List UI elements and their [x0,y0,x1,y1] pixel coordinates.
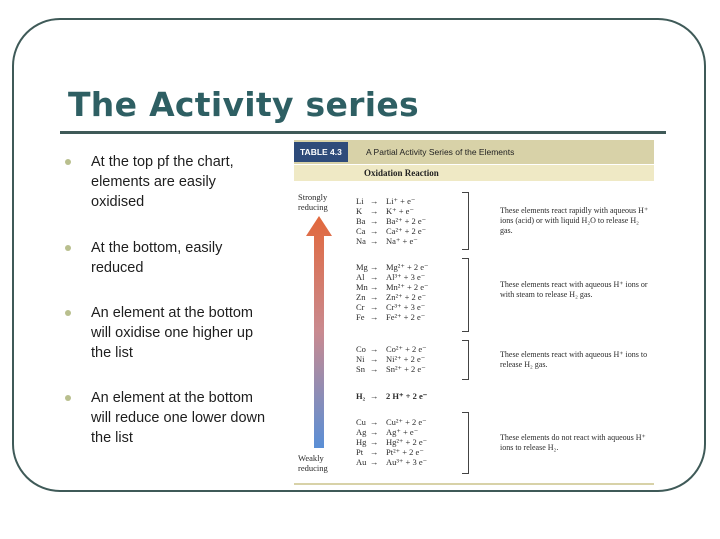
reaction-element: Pt [356,447,364,457]
table-title: A Partial Activity Series of the Elements [366,147,515,157]
reaction-row [356,417,476,427]
reaction-products: Na⁺ + e⁻ [386,236,418,246]
reaction-row [356,312,476,322]
title-divider [60,131,666,134]
reaction-element: Hg [356,437,367,447]
bullet-text: An element at the bottom will reduce one lower down the list [91,390,266,446]
reaction-products: Au³⁺ + 3 e⁻ [386,457,428,467]
reaction-row [356,216,476,226]
bullet-text: An element at the bottom will oxidise one higher up the list [91,305,254,361]
reaction-row [356,262,476,272]
reaction-products: Ba²⁺ + 2 e⁻ [386,216,427,226]
reaction-products: Co²⁺ + 2 e⁻ [386,344,427,354]
reaction-products: Hg²⁺ + 2 e⁻ [386,437,428,447]
bullet-item [65,388,266,448]
reaction-arrow-icon: → [370,206,379,216]
reducing-strength-arrow-icon [306,216,332,448]
bullet-dot-icon [65,245,71,251]
reaction-arrow-icon: → [370,282,379,292]
reaction-arrow-icon: → [370,292,379,302]
reaction-row [356,292,476,302]
reaction-products: Mn²⁺ + 2 e⁻ [386,282,429,292]
reaction-products: Ag⁺ + e⁻ [386,427,419,437]
reaction-element: Zn [356,292,366,302]
reaction-row [356,206,476,216]
reaction-element: Na [356,236,366,246]
activity-series-table [294,140,654,486]
reaction-element: Li [356,196,364,206]
reaction-arrow-icon: → [370,272,379,282]
table-header-bar [294,140,654,164]
reaction-element: Sn [356,364,365,374]
reaction-element: H₂ [356,391,366,401]
bullet-text: At the bottom, easily reduced [91,240,223,276]
bullet-dot-icon [65,159,71,165]
reaction-arrow-icon: → [370,312,379,322]
weakly-reducing-label: Weakly reducing [298,453,328,473]
reaction-row [356,196,476,206]
reaction-element: Al [356,272,365,282]
reaction-row [356,364,476,374]
bullet-item [65,238,266,278]
reaction-arrow-icon: → [370,427,379,437]
reaction-arrow-icon: → [370,417,379,427]
column-header: Oxidation Reaction [364,168,439,178]
reaction-arrow-icon: → [370,226,379,236]
reaction-products: Ca²⁺ + 2 e⁻ [386,226,427,236]
reaction-element: Cr [356,302,365,312]
reaction-arrow-icon: → [370,262,379,272]
bullet-dot-icon [65,395,71,401]
reaction-element: Au [356,457,367,467]
bullet-item [65,152,266,212]
table-number-label: TABLE 4.3 [294,142,348,162]
reaction-products: 2 H⁺ + 2 e⁻ [386,391,428,401]
reaction-arrow-icon: → [370,344,379,354]
reaction-products: Sn²⁺ + 2 e⁻ [386,364,426,374]
strongly-reducing-label: Strongly reducing [298,192,328,212]
bullet-dot-icon [65,310,71,316]
reaction-row [356,302,476,312]
reaction-row [356,457,476,467]
reaction-row [356,282,476,292]
reaction-products: Ni²⁺ + 2 e⁻ [386,354,426,364]
group-bracket [462,258,469,332]
reaction-arrow-icon: → [370,354,379,364]
reaction-row [356,391,476,401]
reaction-element: Ag [356,427,367,437]
group-description: These elements do not react with aqueous H⁺ ions to release H₂. [500,433,646,452]
bullet-text: At the top pf the chart, elements are easily oxidised [91,154,234,210]
reaction-arrow-icon: → [370,216,379,226]
reaction-element: Ba [356,216,366,226]
reaction-arrow-icon: → [370,457,379,467]
reaction-products: Li⁺ + e⁻ [386,196,416,206]
reaction-arrow-icon: → [370,437,379,447]
reaction-row [356,447,476,457]
reaction-element: Mg [356,262,368,272]
reaction-arrow-icon: → [370,364,379,374]
reaction-arrow-icon: → [370,447,379,457]
reaction-element: Ca [356,226,366,236]
group-description: These elements react with aqueous H⁺ ions or with steam to release H₂ gas. [500,280,648,299]
reaction-row [356,226,476,236]
bullet-item [65,303,266,363]
reaction-products: Fe²⁺ + 2 e⁻ [386,312,426,322]
reaction-row [356,236,476,246]
reaction-arrow-icon: → [370,302,379,312]
reaction-element: Ni [356,354,365,364]
table-bottom-rule [294,483,654,485]
reaction-element: Cu [356,417,366,427]
reaction-products: Pt²⁺ + 2 e⁻ [386,447,424,457]
group-description: These elements react with aqueous H⁺ ions to release H₂ gas. [500,350,648,369]
group-description: These elements react rapidly with aqueous H⁺ ions (acid) or with liquid H₂O to release H₂ gas. [500,206,649,235]
reaction-products: Mg²⁺ + 2 e⁻ [386,262,429,272]
reaction-element: Co [356,344,366,354]
slide-title: The Activity series [68,85,419,124]
reaction-products: Cr³⁺ + 3 e⁻ [386,302,426,312]
group-bracket [462,412,469,474]
reaction-row [356,427,476,437]
reaction-row [356,344,476,354]
reaction-element: Mn [356,282,368,292]
table-column-header-bar [294,165,654,181]
reaction-arrow-icon: → [370,236,379,246]
reaction-row [356,437,476,447]
reaction-products: Cu²⁺ + 2 e⁻ [386,417,427,427]
reaction-arrow-icon: → [370,391,379,401]
group-bracket [462,340,469,380]
reaction-row [356,354,476,364]
reaction-row [356,272,476,282]
reaction-products: K⁺ + e⁻ [386,206,414,216]
reaction-arrow-icon: → [370,196,379,206]
reaction-products: Al³⁺ + 3 e⁻ [386,272,426,282]
reaction-products: Zn²⁺ + 2 e⁻ [386,292,427,302]
reaction-element: K [356,206,363,216]
reaction-element: Fe [356,312,365,322]
group-bracket [462,192,469,250]
